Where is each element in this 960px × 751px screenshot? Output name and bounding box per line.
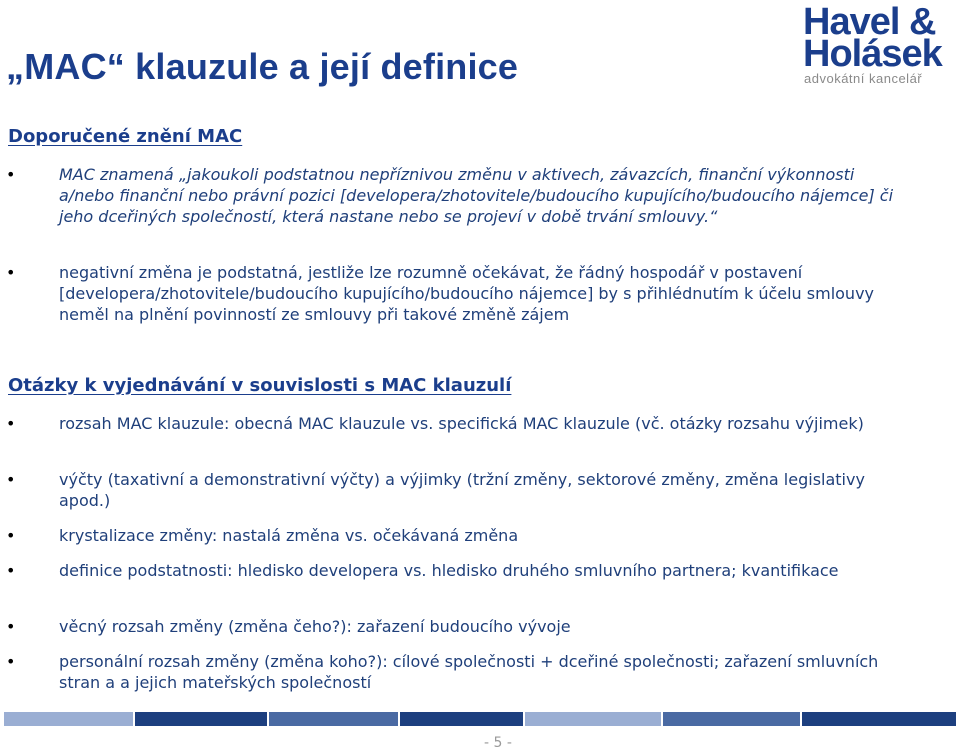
company-logo [801, 2, 959, 90]
bullet-icon: • [6, 561, 16, 580]
list-item [0, 469, 960, 511]
list-item-text: krystalizace změny: nastalá změna vs. očekávaná změna [59, 526, 519, 545]
page-number: - 5 - [484, 735, 512, 751]
list-item-text: MAC znamená „jakoukoli podstatnou nepříznivou změnu v aktivech, závazcích, finanční výkonnosti a/nebo finanční nebo právní pozici [developera/zhotovitele/budoucího kupujícího/budoucího nájemce] či jeho dceřiných společností, která nastane nebo se projeví v době trvání smlouvy.“ [59, 165, 894, 226]
footer-band-segment [269, 712, 398, 726]
logo-line-1: Havel & [803, 1, 936, 43]
bullet-icon: • [6, 617, 16, 636]
list-item [0, 560, 960, 581]
bullet-icon: • [6, 526, 16, 545]
list-item-text: negativní změna je podstatná, jestliže lze rozumně očekávat, že řádný hospodář v postavení [developera/zhotovitele/budoucího kupujícího/budoucího nájemce] by s přihlédnutím k účelu smlouvy neměl na plnění povinností ze smlouvy při takové změně zájem [59, 263, 875, 324]
footer-band-segment [400, 712, 523, 726]
footer-color-band [4, 712, 956, 726]
list-item-text: definice podstatnosti: hledisko developera vs. hledisko druhého smluvního partnera; kvantifikace [59, 561, 839, 580]
list-item [0, 525, 960, 546]
bullet-icon: • [6, 165, 16, 184]
list-item [0, 413, 960, 434]
section-heading-recommended-wording: Doporučené znění MAC [8, 126, 243, 147]
list-item-text: věcný rozsah změny (změna čeho?): zařazení budoucího vývoje [59, 617, 571, 636]
list-item [0, 164, 960, 256]
page-title: „MAC“ klauzule a její definice [6, 46, 519, 87]
bullet-icon: • [6, 652, 16, 671]
list-item-text: výčty (taxativní a demonstrativní výčty) a výjimky (tržní změny, sektorové změny, změna legislativy apod.) [59, 470, 865, 510]
logo-tagline: advokátní kancelář [804, 71, 923, 86]
list-item-text: rozsah MAC klauzule: obecná MAC klauzule vs. specifická MAC klauzule (vč. otázky rozsahu výjimek) [59, 414, 864, 433]
logo-line-2: Holásek [803, 33, 942, 75]
footer-band-segment [802, 712, 956, 726]
section-heading-negotiation-questions: Otázky k vyjednávání v souvislosti s MAC klauzulí [8, 375, 512, 396]
list-item [0, 651, 960, 693]
footer-band-segment [135, 712, 267, 726]
footer-band-segment [525, 712, 661, 726]
bullet-icon: • [6, 263, 16, 282]
bullet-icon: • [6, 414, 16, 433]
footer-band-segment [663, 712, 800, 726]
list-item-text: personální rozsah změny (změna koho?): cílové společnosti + dceřiné společnosti; zařazení smluvních stran a a jejich mateřských společností [59, 652, 879, 692]
list-item [0, 262, 960, 325]
list-item [0, 616, 960, 637]
footer-band-segment [4, 712, 133, 726]
bullet-icon: • [6, 470, 16, 489]
recommended-wording-list [0, 164, 960, 325]
